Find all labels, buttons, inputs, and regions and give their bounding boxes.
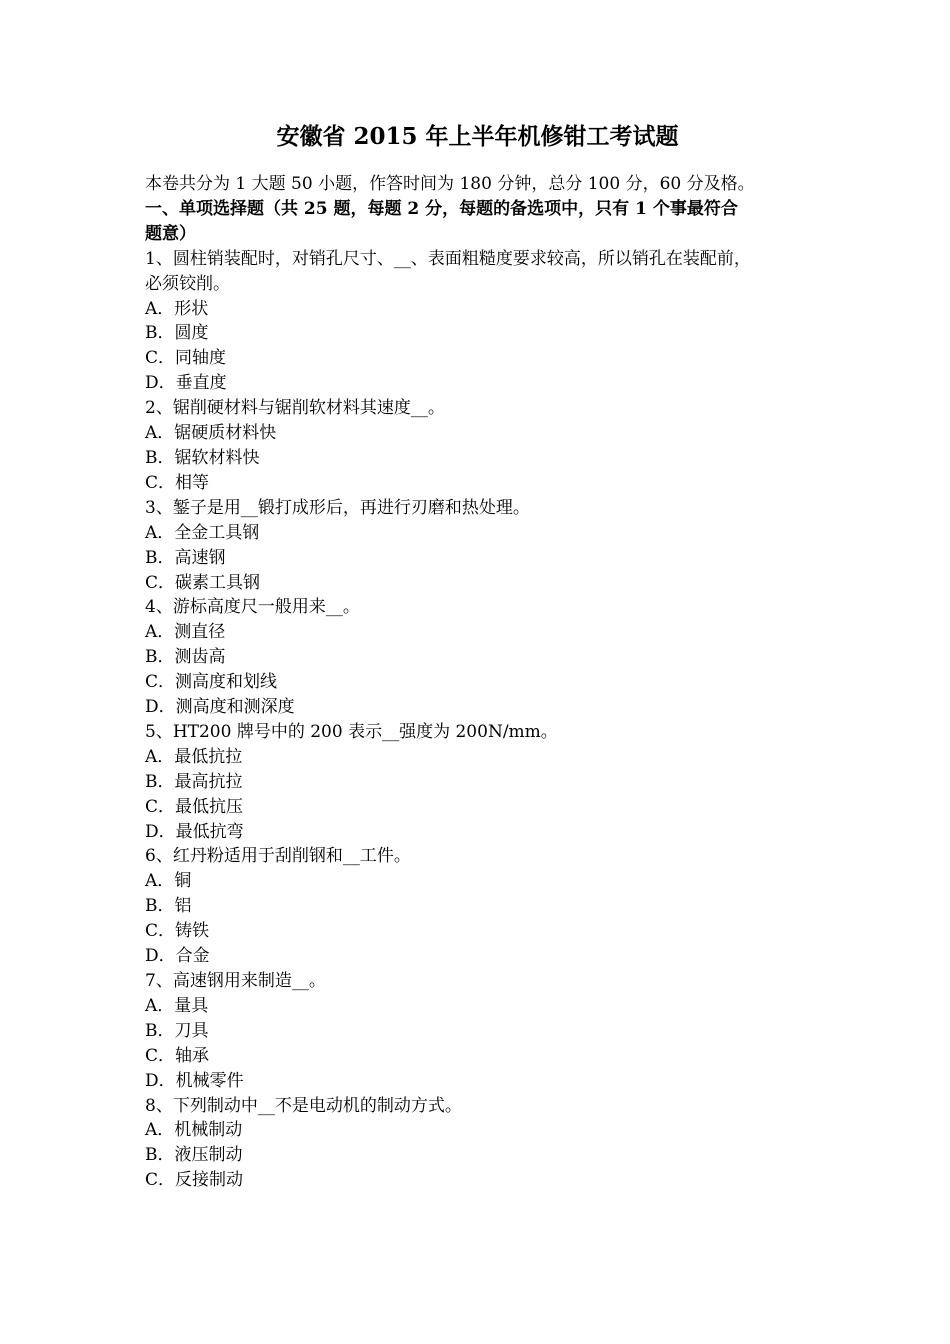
question-stem: 1、圆柱销装配时，对销孔尺寸、__、表面粗糙度要求较高，所以销孔在装配前， — [145, 248, 751, 269]
option-b: B．液压制动 — [145, 1145, 243, 1166]
question-stem-continued: 必须铰削。 — [145, 273, 230, 294]
option-a: A．形状 — [145, 298, 209, 319]
option-a: A．全金工具钢 — [145, 522, 260, 543]
option-d: D．合金 — [145, 946, 210, 967]
question-stem: 7、高速钢用来制造__。 — [145, 971, 326, 991]
question-stem: 3、錾子是用__锻打成形后，再进行刃磨和热处理。 — [145, 497, 530, 518]
option-c: C．相等 — [145, 472, 210, 493]
option-a: A．机械制动 — [145, 1120, 243, 1141]
question-stem: 4、游标高度尺一般用来__。 — [145, 597, 360, 618]
option-d: D．垂直度 — [145, 373, 227, 394]
question-3 — [145, 496, 810, 596]
option-b: B．刀具 — [145, 1020, 209, 1041]
section-heading-line2: 题意） — [145, 223, 196, 244]
option-a: A．最低抗拉 — [145, 746, 243, 767]
document-title: 安徽省 2015 年上半年机修钳工考试题 — [276, 123, 679, 150]
question-5 — [145, 720, 810, 845]
exam-intro: 本卷共分为 1 大题 50 小题，作答时间为 180 分钟，总分 100 分，60 分及格。 — [145, 174, 755, 194]
question-1 — [145, 247, 810, 396]
question-stem: 2、锯削硬材料与锯削软材料其速度__。 — [145, 398, 445, 419]
option-c: C．碳素工具钢 — [145, 572, 261, 593]
question-8 — [145, 1094, 810, 1194]
option-b: B．最高抗拉 — [145, 771, 243, 792]
section-heading-line1: 一、单项选择题（共 25 题，每题 2 分，每题的备选项中，只有 1 个事最符合 — [145, 198, 738, 219]
option-c: C．铸铁 — [145, 921, 210, 942]
question-7 — [145, 969, 810, 1094]
option-b: B．测齿高 — [145, 647, 226, 668]
question-4 — [145, 595, 810, 720]
question-2 — [145, 396, 810, 496]
option-b: B．铝 — [145, 896, 192, 917]
option-c: C．反接制动 — [145, 1170, 244, 1191]
option-a: A．测直径 — [145, 622, 226, 643]
question-stem: 5、HT200 牌号中的 200 表示__强度为 200N/mm。 — [145, 721, 558, 742]
option-d: D．测高度和测深度 — [145, 697, 295, 718]
option-a: A．铜 — [145, 871, 192, 892]
option-d: D．机械零件 — [145, 1070, 244, 1091]
option-b: B．锯软材料快 — [145, 447, 260, 468]
document-page — [145, 120, 810, 1193]
question-stem: 8、下列制动中__不是电动机的制动方式。 — [145, 1095, 462, 1116]
option-a: A．量具 — [145, 995, 209, 1016]
question-stem: 6、红丹粉适用于刮削钢和__工件。 — [145, 846, 411, 867]
option-c: C．轴承 — [145, 1045, 210, 1066]
option-b: B．高速钢 — [145, 547, 226, 568]
option-a: A．锯硬质材料快 — [145, 423, 277, 444]
option-d: D．最低抗弯 — [145, 821, 244, 842]
option-b: B．圆度 — [145, 323, 209, 344]
question-6 — [145, 844, 810, 969]
option-c: C．测高度和划线 — [145, 672, 278, 693]
option-c: C．同轴度 — [145, 348, 227, 369]
option-c: C．最低抗压 — [145, 796, 244, 817]
